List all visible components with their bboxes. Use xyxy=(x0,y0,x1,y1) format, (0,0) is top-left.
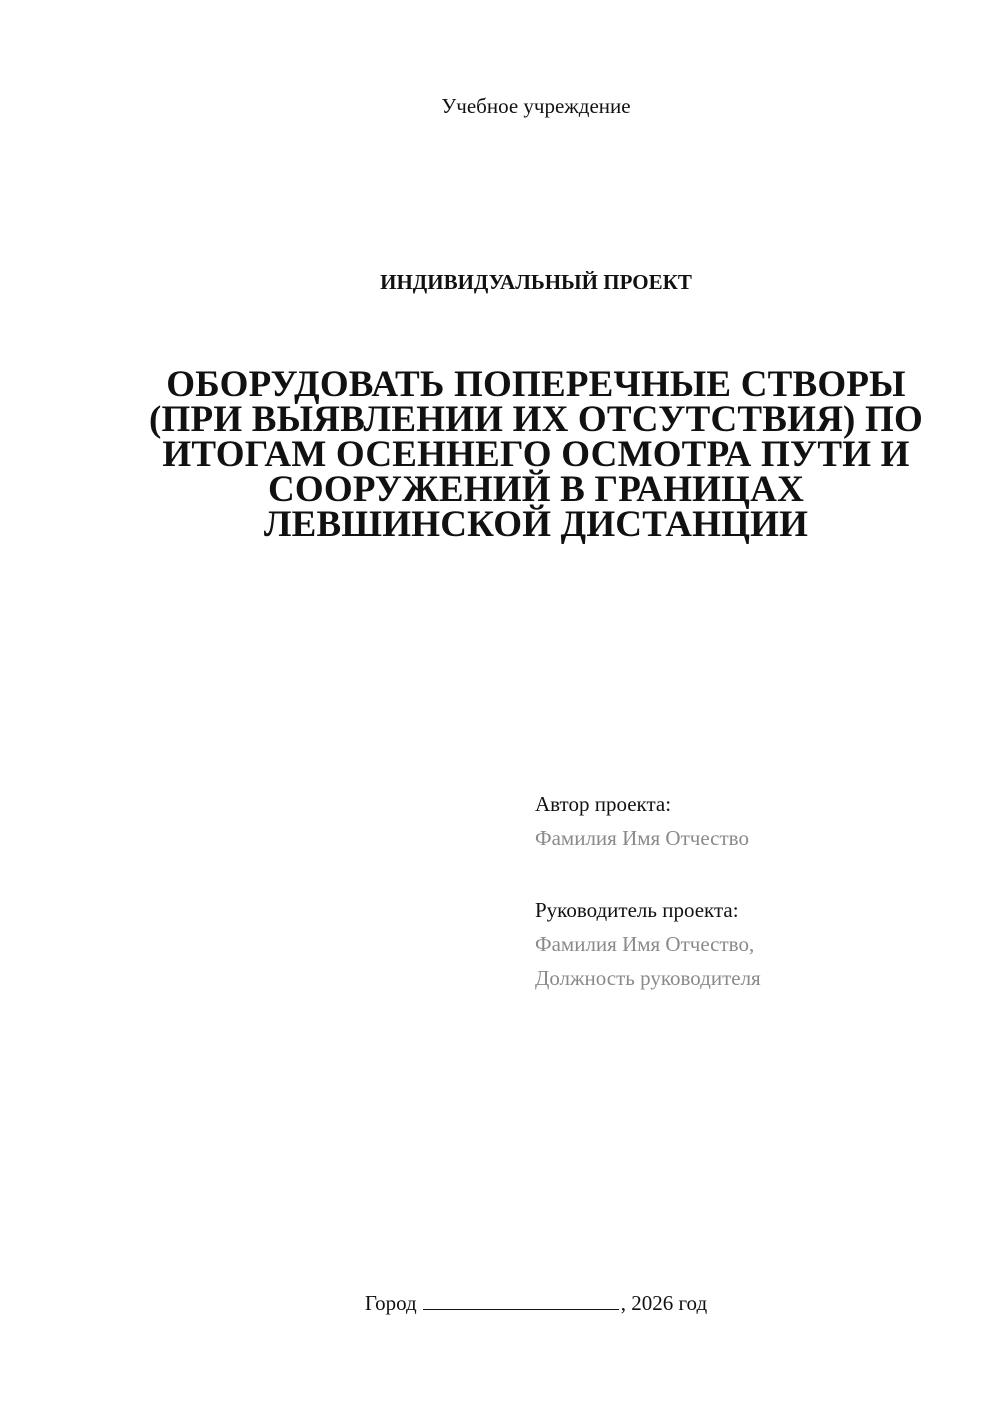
city-blank-line xyxy=(423,1289,619,1310)
city-label: Город xyxy=(364,1291,417,1315)
project-type: ИНДИВИДУАЛЬНЫЙ ПРОЕКТ xyxy=(380,270,692,294)
author-label: Автор проекта: xyxy=(535,792,672,816)
year-text: , 2026 год xyxy=(620,1291,708,1315)
supervisor-label: Руководитель проекта: xyxy=(535,898,739,922)
project-title: ОБОРУДОВАТЬ ПОПЕРЕЧНЫЕ СТВОРЫ (ПРИ ВЫЯВЛЕНИИ ИХ ОТСУТСТВИЯ) ПО ИТОГАМ ОСЕННЕГО ОСМОТРА ПУТИ И СООРУЖЕНИЙ В ГРАНИЦАХ ЛЕВШИНСКОЙ ДИСТАНЦИИ xyxy=(149,364,923,545)
supervisor-block xyxy=(535,893,955,995)
author-name: Фамилия Имя Отчество xyxy=(535,826,749,850)
author-block xyxy=(535,787,955,855)
supervisor-name: Фамилия Имя Отчество, xyxy=(535,932,755,956)
city-year-line xyxy=(0,1288,1000,1318)
institution-name: Учебное учреждение xyxy=(441,94,631,118)
supervisor-position: Должность руководителя xyxy=(535,966,761,990)
